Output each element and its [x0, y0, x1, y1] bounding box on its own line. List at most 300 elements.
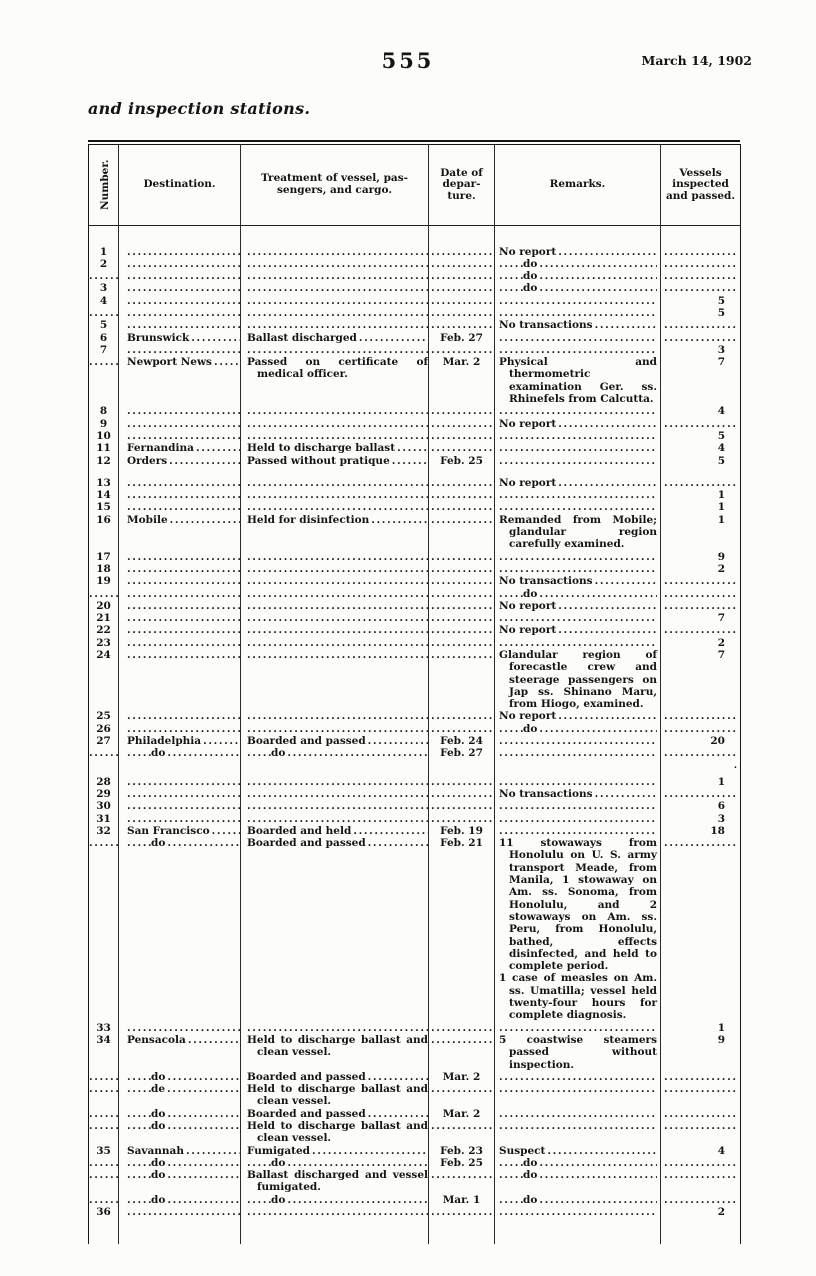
- cell-date: [429, 282, 495, 294]
- table-row: [89, 1194, 741, 1206]
- cell-treatment: [241, 295, 429, 307]
- dot-leader: [431, 788, 492, 800]
- cell-destination: ..... do .....: [119, 747, 241, 759]
- dot-leader: [664, 477, 737, 489]
- dot-leader: [247, 776, 428, 788]
- dot-leader: [127, 788, 240, 800]
- dot-leader: [247, 723, 428, 735]
- dot-leader: [431, 307, 492, 319]
- cell-treatment: [241, 477, 429, 489]
- page-date: March 14, 1902: [641, 53, 752, 68]
- cell-vessels: .: [661, 760, 741, 776]
- dot-leader: [499, 776, 657, 788]
- cell-date: [429, 710, 495, 722]
- cell-treatment: [241, 1022, 429, 1034]
- cell-number: 24: [89, 649, 119, 710]
- cell-date: Mar. 2: [429, 1071, 495, 1083]
- table-row: [89, 1034, 741, 1071]
- table-row: [89, 837, 741, 1021]
- table-row: [89, 1206, 741, 1218]
- dot-leader: [499, 813, 657, 825]
- cell-date: Feb. 23: [429, 1145, 495, 1157]
- dot-leader: [247, 295, 428, 307]
- cell-date: [429, 295, 495, 307]
- cell-remarks: [495, 1108, 661, 1120]
- cell-treatment: [241, 501, 429, 513]
- cell-remarks: [495, 637, 661, 649]
- dot-leader: [431, 637, 492, 649]
- cell-remarks: [495, 612, 661, 624]
- table-row: [89, 563, 741, 575]
- cell-destination: Fernandina .....: [119, 442, 241, 454]
- dot-leader: [191, 332, 240, 344]
- cell-number: [89, 307, 119, 319]
- cell-vessels: [661, 418, 741, 430]
- dot-leader: [499, 637, 657, 649]
- cell-treatment: [241, 760, 429, 776]
- dot-leader: [539, 1194, 657, 1206]
- dot-leader: [431, 575, 492, 587]
- page-number: 555: [381, 48, 435, 73]
- spacer-row: [89, 1218, 741, 1244]
- header-treatment: Treatment of vessel, passengers, and cargo.: [241, 145, 429, 226]
- cell-vessels: [661, 1120, 741, 1145]
- dot-leader: [127, 1206, 240, 1218]
- cell-date: [429, 1034, 495, 1071]
- dot-leader: [247, 477, 428, 489]
- cell-number: [89, 1194, 119, 1206]
- cell-vessels: [661, 588, 741, 600]
- dot-leader: [89, 747, 118, 759]
- cell-treatment: [241, 1218, 429, 1244]
- cell-number: [89, 760, 119, 776]
- cell-vessels: 1: [661, 1022, 741, 1034]
- cell-remarks: 11 stowaways from Honolulu on U. S. army transport Meade, from Manila, 1 stowaway on Am. ss. Sonoma, from Honolulu, and 2 stowaways on Am. ss. Peru, from Honolulu, bathed, effects disinfected, and held to complete period. 1 case of measles on Am. ss. Umatilla; vessel held twenty-four hours for complete diagnosis.: [495, 837, 661, 1021]
- cell-remarks: [495, 1071, 661, 1083]
- cell-destination: [119, 649, 241, 710]
- dot-leader: [127, 1071, 151, 1083]
- cell-number: 11: [89, 442, 119, 454]
- dot-leader: [595, 319, 657, 331]
- cell-remarks: ..... do .....: [495, 1157, 661, 1169]
- table-row: [89, 356, 741, 405]
- dot-leader: [368, 735, 428, 747]
- dot-leader: [499, 1157, 523, 1169]
- dot-leader: [397, 442, 428, 454]
- dot-leader: [664, 1169, 737, 1181]
- cell-vessels: [661, 1169, 741, 1194]
- dot-leader: [431, 723, 492, 735]
- dot-leader: [664, 1071, 737, 1083]
- dot-leader: [127, 501, 240, 513]
- dot-leader: [247, 710, 428, 722]
- cell-date: Feb. 19: [429, 825, 495, 837]
- dot-leader: [287, 1194, 428, 1206]
- cell-date: [429, 501, 495, 513]
- dot-leader: [558, 477, 657, 489]
- cell-number: 28: [89, 776, 119, 788]
- table-row: [89, 332, 741, 344]
- dot-leader: [431, 514, 492, 526]
- table-body: [89, 226, 741, 1245]
- cell-date: [429, 575, 495, 587]
- cell-remarks: No report .....: [495, 246, 661, 258]
- dot-leader: [127, 430, 240, 442]
- dot-leader: [89, 270, 118, 282]
- cell-remarks: No transactions .....: [495, 319, 661, 331]
- dot-leader: [89, 1194, 118, 1206]
- table-row: [89, 319, 741, 331]
- cell-destination: Savannah .....: [119, 1145, 241, 1157]
- dot-leader: [431, 1034, 492, 1046]
- cell-remarks: [495, 760, 661, 776]
- table-row: [89, 1157, 741, 1169]
- dot-leader: [127, 813, 240, 825]
- cell-remarks: [495, 747, 661, 759]
- cell-destination: [119, 813, 241, 825]
- cell-treatment: [241, 270, 429, 282]
- cell-destination: Philadelphia .....: [119, 735, 241, 747]
- dot-leader: [127, 1083, 151, 1095]
- dot-leader: [167, 1071, 240, 1083]
- cell-vessels: [661, 1071, 741, 1083]
- cell-remarks: [495, 489, 661, 501]
- cell-remarks: ..... do .....: [495, 258, 661, 270]
- table-row: [89, 430, 741, 442]
- dot-leader: [664, 1194, 737, 1206]
- dot-leader: [247, 501, 428, 513]
- dot-leader: [664, 282, 737, 294]
- cell-vessels: [661, 837, 741, 1021]
- cell-number: 9: [89, 418, 119, 430]
- dot-leader: [499, 1194, 523, 1206]
- cell-vessels: 5: [661, 430, 741, 442]
- cell-number: 33: [89, 1022, 119, 1034]
- dot-leader: [431, 405, 492, 417]
- cell-date: [429, 612, 495, 624]
- dot-leader: [499, 1108, 657, 1120]
- dot-leader: [127, 1022, 240, 1034]
- cell-destination: ..... do .....: [119, 1157, 241, 1169]
- table-row: [89, 551, 741, 563]
- dot-leader: [312, 1145, 428, 1157]
- cell-remarks: ..... do .....: [495, 270, 661, 282]
- dot-leader: [247, 575, 428, 587]
- cell-date: Feb. 21: [429, 837, 495, 1021]
- cell-number: 19: [89, 575, 119, 587]
- cell-number: 34: [89, 1034, 119, 1071]
- cell-destination: [119, 1022, 241, 1034]
- cell-number: 22: [89, 624, 119, 636]
- cell-date: [429, 467, 495, 477]
- dot-leader: [127, 588, 240, 600]
- cell-destination: [119, 258, 241, 270]
- cell-destination: [119, 226, 241, 246]
- cell-treatment: Passed without pratique .....: [241, 455, 429, 467]
- dot-leader: [247, 788, 428, 800]
- dot-leader: [127, 776, 240, 788]
- cell-date: [429, 649, 495, 710]
- cell-destination: [119, 563, 241, 575]
- cell-destination: Pensacola .....: [119, 1034, 241, 1071]
- dot-leader: [127, 710, 240, 722]
- dot-leader: [127, 1157, 151, 1169]
- dot-leader: [247, 563, 428, 575]
- dot-leader: [431, 1083, 492, 1095]
- dot-leader: [127, 551, 240, 563]
- cell-vessels: 2: [661, 637, 741, 649]
- table-row: [89, 776, 741, 788]
- dot-leader: [558, 710, 657, 722]
- cell-number: 2: [89, 258, 119, 270]
- dot-leader: [499, 1169, 523, 1181]
- table-row: [89, 489, 741, 501]
- dot-leader: [89, 1169, 118, 1181]
- table-row: [89, 710, 741, 722]
- cell-treatment: [241, 813, 429, 825]
- cell-date: [429, 760, 495, 776]
- table-row: [89, 588, 741, 600]
- cell-date: [429, 477, 495, 489]
- table-caption: and inspection stations.: [88, 99, 311, 118]
- dot-leader: [499, 332, 657, 344]
- table-row: [89, 1071, 741, 1083]
- dot-leader: [431, 501, 492, 513]
- cell-number: 32: [89, 825, 119, 837]
- dot-leader: [431, 649, 492, 661]
- cell-number: 4: [89, 295, 119, 307]
- cell-remarks: [495, 332, 661, 344]
- table-row: [89, 405, 741, 417]
- table-row: [89, 1108, 741, 1120]
- dot-leader: [127, 295, 240, 307]
- dot-leader: [247, 344, 428, 356]
- dot-leader: [247, 649, 428, 661]
- dot-leader: [431, 1022, 492, 1034]
- cell-destination: [119, 760, 241, 776]
- dot-leader: [214, 356, 240, 368]
- cell-number: 31: [89, 813, 119, 825]
- cell-destination: ..... do .....: [119, 1071, 241, 1083]
- cell-vessels: [661, 258, 741, 270]
- cell-remarks: No report .....: [495, 710, 661, 722]
- cell-treatment: [241, 776, 429, 788]
- dot-leader: [499, 344, 657, 356]
- cell-date: Feb. 27: [429, 332, 495, 344]
- cell-remarks: [495, 551, 661, 563]
- header-destination: Destination.: [119, 145, 241, 226]
- table-row: [89, 442, 741, 454]
- cell-treatment: Passed on certificate of medical officer.: [241, 356, 429, 405]
- cell-number: [89, 1169, 119, 1194]
- cell-vessels: 1: [661, 514, 741, 551]
- dot-leader: [359, 332, 428, 344]
- cell-date: [429, 624, 495, 636]
- cell-number: 5: [89, 319, 119, 331]
- cell-destination: Mobile .....: [119, 514, 241, 551]
- table-row: [89, 1145, 741, 1157]
- cell-remarks: No transactions .....: [495, 575, 661, 587]
- cell-date: Feb. 25: [429, 1157, 495, 1169]
- cell-treatment: ..... do .....: [241, 747, 429, 759]
- dot-leader: [127, 246, 240, 258]
- cell-date: [429, 489, 495, 501]
- dot-leader: [431, 282, 492, 294]
- cell-treatment: [241, 612, 429, 624]
- dot-leader: [170, 514, 240, 526]
- dot-leader: [89, 356, 118, 368]
- cell-treatment: [241, 600, 429, 612]
- cell-destination: ..... do .....: [119, 1108, 241, 1120]
- cell-date: [429, 800, 495, 812]
- dot-leader: [431, 270, 492, 282]
- cell-vessels: 3: [661, 344, 741, 356]
- dot-leader: [247, 258, 428, 270]
- cell-vessels: 5: [661, 307, 741, 319]
- cell-destination: [119, 295, 241, 307]
- dot-leader: [431, 477, 492, 489]
- cell-vessels: [661, 1108, 741, 1120]
- dot-leader: [127, 1120, 151, 1132]
- dot-leader: [664, 575, 737, 587]
- cell-remarks: 5 coastwise steamers passed without inspection.: [495, 1034, 661, 1071]
- table-row: [89, 295, 741, 307]
- cell-vessels: [661, 788, 741, 800]
- cell-remarks: [495, 430, 661, 442]
- cell-remarks: No report .....: [495, 624, 661, 636]
- dot-leader: [196, 442, 240, 454]
- dot-leader: [558, 246, 657, 258]
- cell-remarks: [495, 735, 661, 747]
- dot-leader: [127, 489, 240, 501]
- cell-vessels: 18: [661, 825, 741, 837]
- dot-leader: [499, 551, 657, 563]
- dot-leader: [167, 747, 240, 759]
- dot-leader: [664, 1108, 737, 1120]
- dot-leader: [127, 563, 240, 575]
- dot-leader: [431, 246, 492, 258]
- cell-remarks: [495, 1022, 661, 1034]
- cell-remarks: No transactions .....: [495, 788, 661, 800]
- cell-treatment: [241, 710, 429, 722]
- cell-destination: Orders .....: [119, 455, 241, 467]
- cell-date: [429, 600, 495, 612]
- cell-number: 29: [89, 788, 119, 800]
- cell-date: [429, 813, 495, 825]
- dot-leader: [127, 1169, 151, 1181]
- cell-vessels: [661, 747, 741, 759]
- cell-remarks: [495, 800, 661, 812]
- dot-leader: [664, 319, 737, 331]
- cell-number: 6: [89, 332, 119, 344]
- dot-leader: [203, 735, 240, 747]
- dot-leader: [499, 501, 657, 513]
- cell-number: 26: [89, 723, 119, 735]
- cell-treatment: [241, 563, 429, 575]
- cell-vessels: 2: [661, 1206, 741, 1218]
- cell-treatment: ..... do .....: [241, 1194, 429, 1206]
- cell-destination: [119, 344, 241, 356]
- cell-destination: Newport News .....: [119, 356, 241, 405]
- dot-leader: [186, 1145, 240, 1157]
- cell-destination: [119, 588, 241, 600]
- dot-leader: [247, 1157, 271, 1169]
- cell-destination: [119, 788, 241, 800]
- dot-leader: [431, 710, 492, 722]
- cell-treatment: Ballast discharged .....: [241, 332, 429, 344]
- dot-leader: [287, 1157, 428, 1169]
- cell-number: 13: [89, 477, 119, 489]
- cell-number: [89, 1120, 119, 1145]
- cell-date: [429, 258, 495, 270]
- cell-vessels: 7: [661, 649, 741, 710]
- cell-treatment: Ballast discharged and vessel fumigated.: [241, 1169, 429, 1194]
- dot-leader: [127, 800, 240, 812]
- table-row: [89, 514, 741, 551]
- cell-destination: [119, 1218, 241, 1244]
- cell-number: [89, 747, 119, 759]
- dot-leader: [664, 332, 737, 344]
- cell-date: [429, 246, 495, 258]
- cell-destination: [119, 270, 241, 282]
- dot-leader: [127, 624, 240, 636]
- dot-leader: [499, 735, 657, 747]
- cell-treatment: [241, 467, 429, 477]
- dot-leader: [539, 588, 657, 600]
- dot-leader: [664, 624, 737, 636]
- cell-remarks: [495, 467, 661, 477]
- cell-date: Feb. 24: [429, 735, 495, 747]
- cell-vessels: [661, 332, 741, 344]
- cell-date: Feb. 27: [429, 747, 495, 759]
- cell-date: [429, 514, 495, 551]
- dot-leader: [431, 442, 492, 454]
- cell-destination: Brunswick .....: [119, 332, 241, 344]
- dot-leader: [287, 747, 428, 759]
- cell-vessels: [661, 723, 741, 735]
- dot-leader: [499, 282, 523, 294]
- dot-leader: [167, 1194, 240, 1206]
- cell-treatment: [241, 1206, 429, 1218]
- dot-leader: [664, 270, 737, 282]
- dot-leader: [499, 825, 657, 837]
- table-row: [89, 1083, 741, 1108]
- cell-treatment: [241, 344, 429, 356]
- dot-leader: [392, 455, 428, 467]
- table-row: [89, 1169, 741, 1194]
- cell-date: [429, 776, 495, 788]
- table-row: [89, 735, 741, 747]
- cell-treatment: Boarded and passed .....: [241, 837, 429, 1021]
- cell-treatment: Held to discharge ballast and clean vessel.: [241, 1120, 429, 1145]
- cell-remarks: [495, 226, 661, 246]
- dot-leader: [247, 624, 428, 636]
- dot-leader: [499, 489, 657, 501]
- cell-date: [429, 226, 495, 246]
- cell-destination: [119, 624, 241, 636]
- dot-leader: [431, 813, 492, 825]
- cell-destination: ..... do .....: [119, 837, 241, 1021]
- dot-leader: [558, 418, 657, 430]
- cell-remarks: No report .....: [495, 600, 661, 612]
- dot-leader: [431, 776, 492, 788]
- dot-leader: [539, 258, 657, 270]
- cell-destination: [119, 319, 241, 331]
- cell-number: 8: [89, 405, 119, 417]
- dot-leader: [664, 710, 737, 722]
- dot-leader: [499, 1206, 657, 1218]
- cell-vessels: [661, 246, 741, 258]
